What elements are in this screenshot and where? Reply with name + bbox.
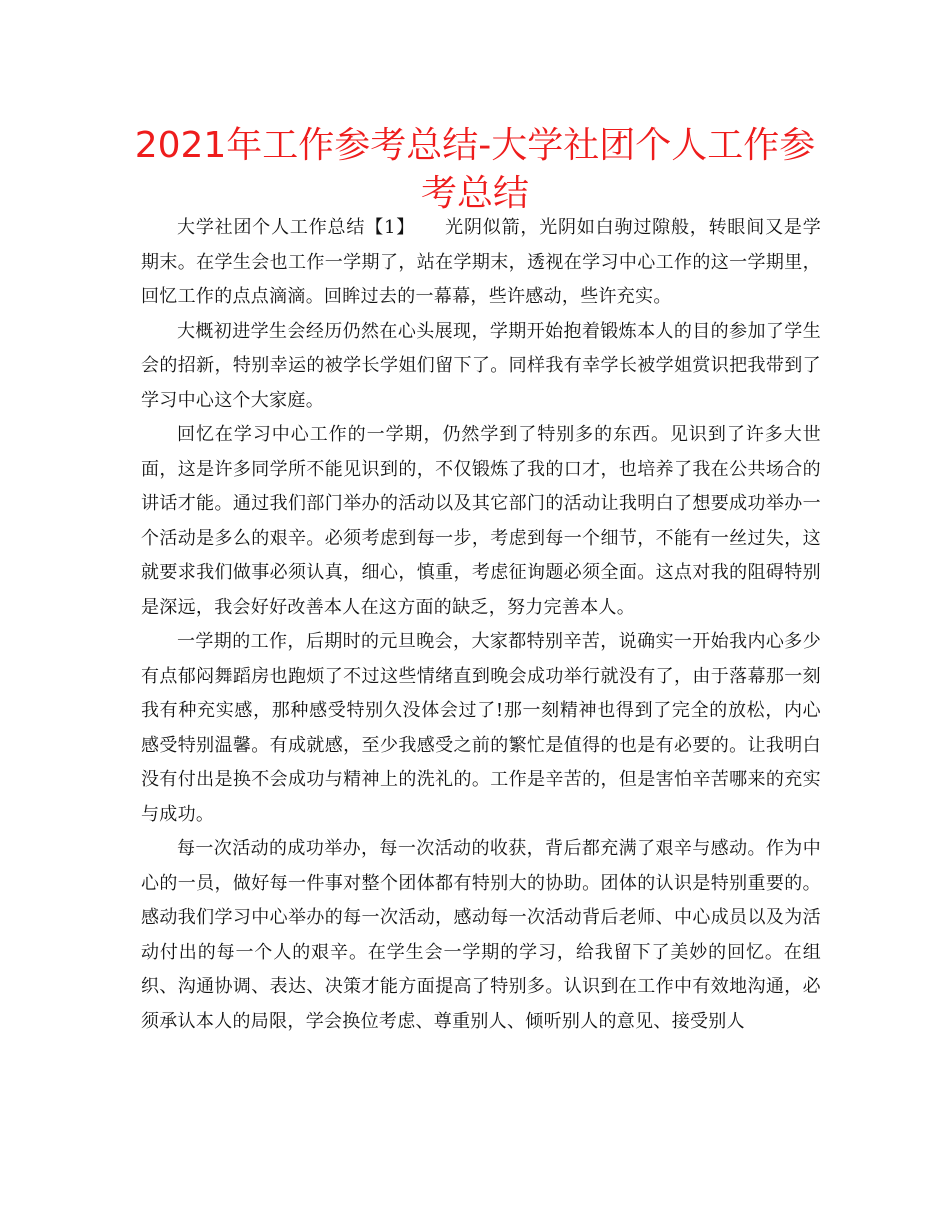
paragraph-2: 大概初进学生会经历仍然在心头展现，学期开始抱着锻炼本人的目的参加了学生会的招新，特别幸运的被学长学姐们留下了。同样我有幸学长被学姐赏识把我带到了学习中心这个大家庭。: [141, 320, 821, 411]
paragraph-1-text: 光阴似箭，光阴如白驹过隙般，转眼间又是学期末。在学生会也工作一学期了，站在学期末，透视在学习中心工作的这一学期里，回忆工作的点点滴滴。回眸过去的一幕幕，些许感动，些许充实。: [141, 217, 822, 307]
paragraph-1: [141, 211, 821, 315]
document-body: [141, 211, 821, 1039]
section-heading: 大学社团个人工作总结【1】: [177, 217, 416, 238]
paragraph-4: 一学期的工作，后期时的元旦晚会，大家都特别辛苦，说确实一开始我内心多少有点郁闷舞蹈房也跑烦了不过这些情绪直到晚会成功举行就没有了，由于落幕那一刻我有种充实感，那种感受特别久没体会过了!那一刻精神也得到了完全的放松，内心感受特别温馨。有成就感，至少我感受之前的繁忙是值得的也是有必要的。让我明白没有付出是换不会成功与精神上的洗礼的。工作是辛苦的，但是害怕辛苦哪来的充实与成功。: [141, 631, 821, 825]
document-title: 2021年工作参考总结-大学社团个人工作参考总结: [134, 125, 816, 214]
paragraph-5: 每一次活动的成功举办，每一次活动的收获，背后都充满了艰辛与感动。作为中心的一员，做好每一件事对整个团体都有特别大的协助。团体的认识是特别重要的。感动我们学习中心举办的每一次活动，感动每一次活动背后老师、中心成员以及为活动付出的每一个人的艰辛。在学生会一学期的学习，给我留下了美妙的回忆。在组织、沟通协调、表达、决策才能方面提高了特别多。认识到在工作中有效地沟通，必须承认本人的局限，学会换位考虑、尊重别人、倾听别人的意见、接受别人: [141, 838, 821, 1032]
paragraph-3: 回忆在学习中心工作的一学期，仍然学到了特别多的东西。见识到了许多大世面，这是许多同学所不能见识到的，不仅锻炼了我的口才，也培养了我在公共场合的讲话才能。通过我们部门举办的活动以及其它部门的活动让我明白了想要成功举办一个活动是多么的艰辛。必须考虑到每一步，考虑到每一个细节，不能有一丝过失，这就要求我们做事必须认真，细心，慎重，考虑征询题必须全面。这点对我的阻碍特别是深远，我会好好改善本人在这方面的缺乏，努力完善本人。: [141, 424, 821, 618]
